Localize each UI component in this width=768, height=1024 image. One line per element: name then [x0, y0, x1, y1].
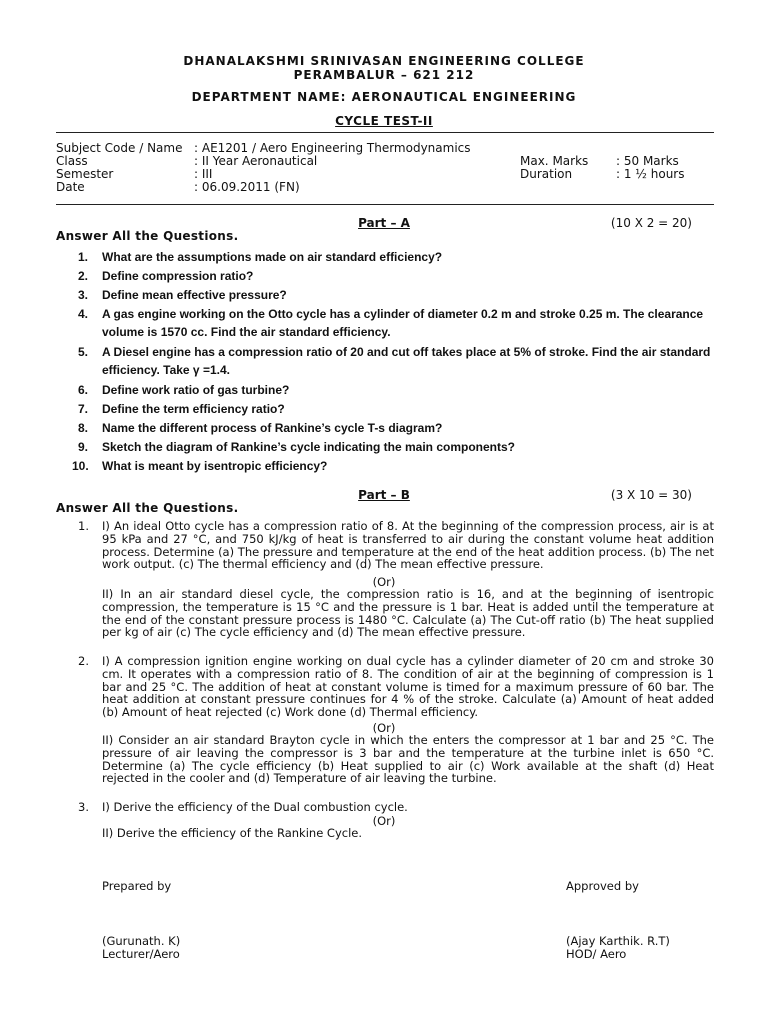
- part-a-marks: (10 X 2 = 20): [610, 216, 692, 230]
- approved-by-label: Approved by: [566, 879, 639, 893]
- class-value: : II Year Aeronautical: [194, 154, 318, 168]
- subject-label: Subject Code / Name: [56, 141, 183, 155]
- part-b-marks: (3 X 10 = 30): [610, 488, 692, 502]
- part-b-title: Part – B: [358, 488, 410, 502]
- max-marks-label: Max. Marks: [520, 154, 589, 168]
- semester-label: Semester: [56, 167, 114, 181]
- part-a-instruction: Answer All the Questions.: [56, 229, 239, 243]
- approved-by-role: HOD/ Aero: [566, 947, 627, 961]
- mid-divider: [56, 204, 714, 205]
- exam-info: [56, 142, 716, 198]
- part-b-instruction: Answer All the Questions.: [56, 501, 239, 515]
- college-name: DHANALAKSHMI SRINIVASAN ENGINEERING COLLEGE: [183, 54, 585, 68]
- question-number: 1.: [78, 519, 89, 533]
- approved-by-name: (Ajay Karthik. R.T): [566, 934, 670, 948]
- duration-label: Duration: [520, 167, 573, 181]
- date-label: Date: [56, 180, 85, 194]
- top-divider: [56, 132, 714, 133]
- question-2-part-i: I) A compression ignition engine working on dual cycle has a cylinder diameter of 20 cm and stroke 30 cm. It operates with a compression ratio of 8. The condition of air at the beginning of compression is 1 bar and 25 °C. The addition of heat at constant volume is timed for a maximum pressure of 60 bar. The heat addition at constant pressure continues for 4 % of the stroke. Calculate (a) Amount of heat added (b) Amount of heat rejected (c) Work done (d) Thermal efficiency.: [102, 654, 714, 720]
- test-title: CYCLE TEST-II: [335, 114, 433, 128]
- part-b-questions: [78, 520, 714, 840]
- prepared-by-role: Lecturer/Aero: [102, 947, 180, 961]
- prepared-by-name: (Gurunath. K): [102, 934, 181, 948]
- date-value: : 06.09.2011 (FN): [194, 180, 300, 194]
- max-marks-value: : 50 Marks: [616, 154, 679, 168]
- part-a-title: Part – A: [358, 216, 410, 230]
- subject-value: : AE1201 / Aero Engineering Thermodynamics: [194, 141, 471, 155]
- semester-value: : III: [194, 167, 213, 181]
- question-3-part-i: I) Derive the efficiency of the Dual combustion cycle.: [102, 800, 408, 814]
- question-1-part-ii: II) In an air standard diesel cycle, the compression ratio is 16, and at the beginning of isentropic compression, the temperature is 15 °C and the pressure is 1 bar. Heat is added until the temperature at the end of the constant pressure process is 1480 °C. Calculate (a) The Cut-off ratio (b) The heat supplied per kg of air (c) The cycle efficiency and (d) The mean effective pressure.: [102, 587, 714, 640]
- question-1-part-i: I) An ideal Otto cycle has a compression ratio of 8. At the beginning of the compression process, air is at 95 kPa and 27 °C, and 750 kJ/kg of heat is transferred to air during the constant volume heat addition process. Determine (a) The pressure and temperature at the end of the heat addition process. (b) The net work output. (c) The thermal efficiency and (d) The mean effective pressure.: [102, 519, 714, 572]
- department-name: DEPARTMENT NAME: AERONAUTICAL ENGINEERING: [191, 90, 577, 104]
- duration-value: : 1 ½ hours: [616, 167, 685, 181]
- part-a-questions: 1. What are the assumptions made on air standard efficiency? 2. Define compression ratio? 3. Define mean effective pressure? 4. A gas engine working on the Otto cycle has a cylinder of diameter 0.2 m and stroke 0.25 m. The clearance volume is 1570 cc. Find the air standard efficiency. 5. A Diesel engine has a compression ratio of 20 and cut off takes place at 5% of stroke. Find the air standard efficiency. Take γ =1.4. 6. Define work ratio of gas turbine? 7. Define the term efficiency ratio? 8. Name the different process of Rankine’s cycle T-s diagram? 9. Sketch the diagram of Rankine’s cycle indicating the main components? 10. What is meant by isentropic efficiency?: [72, 250, 711, 473]
- or-separator: (Or): [372, 721, 396, 735]
- question-2-part-ii: II) Consider an air standard Brayton cycle in which the enters the compressor at 1 bar and 25 °C. The pressure of air leaving the compressor is 3 bar and the temperature at the turbine inlet is 650 °C. Determine (a) The cycle efficiency (b) Heat supplied to air (c) Work available at the shaft (d) Heat rejected in the cooler and (d) Temperature of air leaving the turbine.: [102, 733, 714, 786]
- class-label: Class: [56, 154, 88, 168]
- question-number: 2.: [78, 654, 89, 668]
- prepared-by-label: Prepared by: [102, 879, 172, 893]
- or-separator: (Or): [372, 814, 396, 828]
- college-location: PERAMBALUR – 621 212: [293, 68, 475, 82]
- question-3-part-ii: II) Derive the efficiency of the Rankine Cycle.: [102, 826, 363, 840]
- question-number: 3.: [78, 800, 89, 814]
- or-separator: (Or): [372, 575, 396, 589]
